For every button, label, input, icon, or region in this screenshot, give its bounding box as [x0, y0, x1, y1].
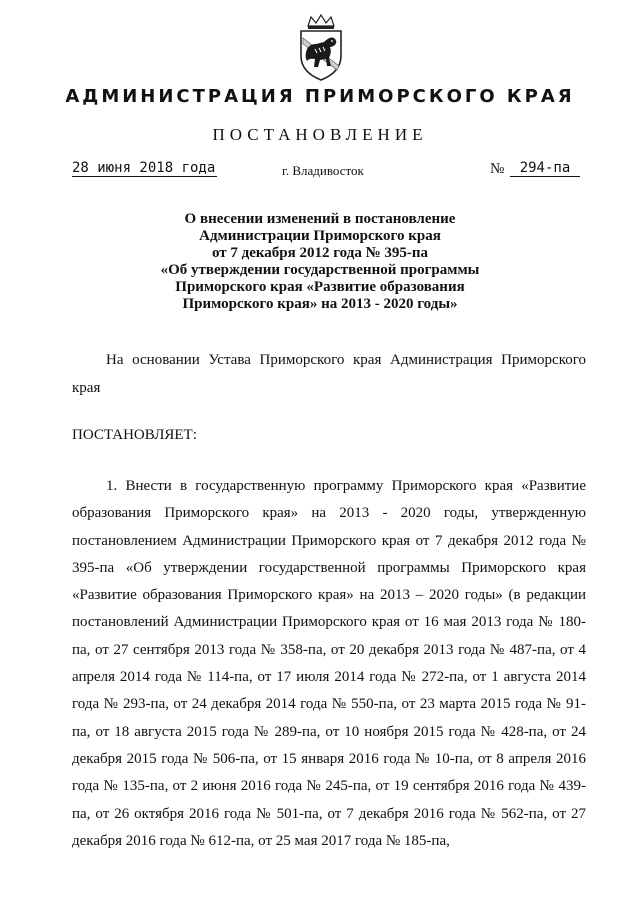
document-number-label: № [490, 161, 505, 177]
document-date: 28 июня 2018 года [72, 160, 216, 176]
title-line: от 7 декабря 2012 года № 395-па [211, 245, 429, 261]
title-line: «Об утверждении государственной программы [160, 262, 480, 278]
document-title [0, 211, 640, 313]
basis-paragraph: На основании Устава Приморского края Администрация Приморского края [72, 352, 586, 396]
title-line: Администрации Приморского края [199, 228, 441, 244]
title-line: Приморского края» на 2013 - 2020 годы» [182, 296, 458, 312]
organization-title: АДМИНИСТРАЦИЯ ПРИМОРСКОГО КРАЯ [65, 86, 575, 107]
coat-of-arms-icon [294, 14, 348, 82]
paragraph-1: 1. Внести в государственную программу Приморского края «Развитие образования Приморского края» на 2013 - 2020 годы, утвержденную постановлением Администрации Приморского края от 7 декабря 2012 года № 395-па «Об утверждении государственной программы Приморского края «Развитие образования Приморского края» на 2013 – 2020 годы» (в редакции постановлений Администрации Приморского края от 16 мая 2013 года № 180-па, от 27 сентября 2013 года № 358-па, от 20 декабря 2013 года № 487-па, от 4 апреля 2014 года № 114-па, от 17 июля 2014 года № 272-па, от 1 августа 2014 года № 293-па, от 24 декабря 2014 года № 550-па, от 23 марта 2015 года № 91-па, от 18 августа 2015 года № 289-па, от 10 ноября 2015 года № 428-па, от 24 декабря 2015 года № 506-па, от 15 января 2016 года № 10-па, от 8 апреля 2016 года № 135-па, от 2 июня 2016 года № 245-па, от 19 сентября 2016 года № 439-па, от 26 октября 2016 года № 501-па, от 7 декабря 2016 года № 562-па, от 27 декабря 2016 года № 612-па, от 25 мая 2017 года № 185-па, [72, 478, 586, 849]
title-line: Приморского края «Развитие образования [175, 279, 465, 295]
document-number: 294-па [510, 160, 580, 177]
title-line: О внесении изменений в постановление [184, 211, 456, 227]
decree-heading: ПОСТАНОВЛЯЕТ: [72, 427, 197, 443]
document-city: г. Владивосток [282, 163, 364, 178]
document-type: ПОСТАНОВЛЕНИЕ [212, 125, 428, 144]
